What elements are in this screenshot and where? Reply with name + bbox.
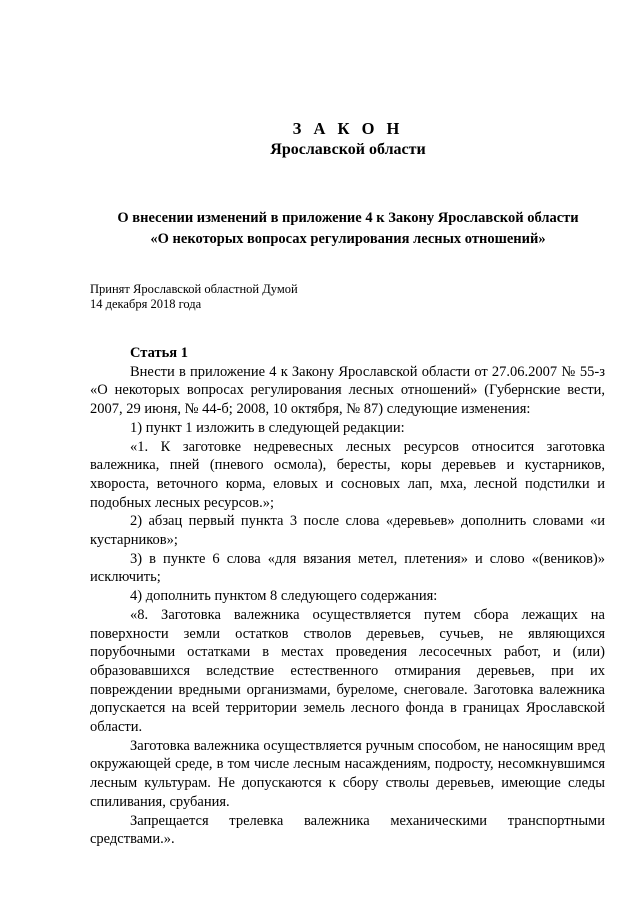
paragraph-intro: Внести в приложение 4 к Закону Ярославской области от 27.06.2007 № 55-з «О некоторых вопросах регулирования лесных отношений» (Губернские вести, 2007, 29 июня, № 44-б; 2008, 10 октября, № 87) следующие изменения:: [90, 363, 605, 418]
paragraph-item-4-text: «8. Заготовка валежника осуществляется путем сбора лежащих на поверхности земли остатков стволов деревьев, сучьев, не являющихся порубочными остатками в местах проведения лесосечных работ, и (или) образовавшихся вследствие естественного отмирания деревьев, при их повреждении вредными организмами, буреломе, снеговале. Заготовка валежника допускается на всей территории земель лесного фонда в границах Ярославской области.: [90, 606, 605, 736]
paragraph-item-4-text-3: Запрещается трелевка валежника механическими транспортными средствами.».: [90, 812, 605, 848]
document-subject-line-1: О внесении изменений в приложение 4 к Закону Ярославской области: [117, 210, 579, 226]
paragraph-item-4-text-2: Заготовка валежника осуществляется ручным способом, не наносящим вред окружающей среде, в том числе лесным насаждениям, подросту, несомкнувшимся лесным культурам. Не допускаются к сбору стволы деревьев, имеющие следы спиливания, срубания.: [90, 737, 605, 810]
article-heading: Статья 1: [130, 345, 188, 361]
adopted-date: 14 декабря 2018 года: [90, 297, 202, 311]
paragraph-item-3: 3) в пункте 6 слова «для вязания метел, плетения» и слово «(веников)» исключить;: [90, 550, 605, 586]
paragraph-item-1: 1) пункт 1 изложить в следующей редакции:: [130, 419, 405, 436]
document-region: Ярославской области: [270, 141, 426, 158]
paragraph-item-2: 2) абзац первый пункта 3 после слова «деревьев» дополнить словами «и кустарников»;: [90, 513, 605, 549]
document-title: З А К О Н: [292, 119, 404, 138]
document-subject-line-2: «О некоторых вопросах регулирования лесных отношений»: [150, 231, 546, 247]
paragraph-item-4: 4) дополнить пунктом 8 следующего содержания:: [130, 588, 438, 605]
paragraph-item-1-text: «1. К заготовке недревесных лесных ресурсов относится заготовка валежника, пней (пневого осмола), бересты, коры деревьев и кустарников, хвороста, веточного корма, еловых и сосновых лап, мха, лесной подстилки и подобных лесных ресурсов.»;: [90, 438, 605, 511]
adopted-by: Принят Ярославской областной Думой: [90, 282, 298, 296]
document-body: [90, 344, 605, 849]
